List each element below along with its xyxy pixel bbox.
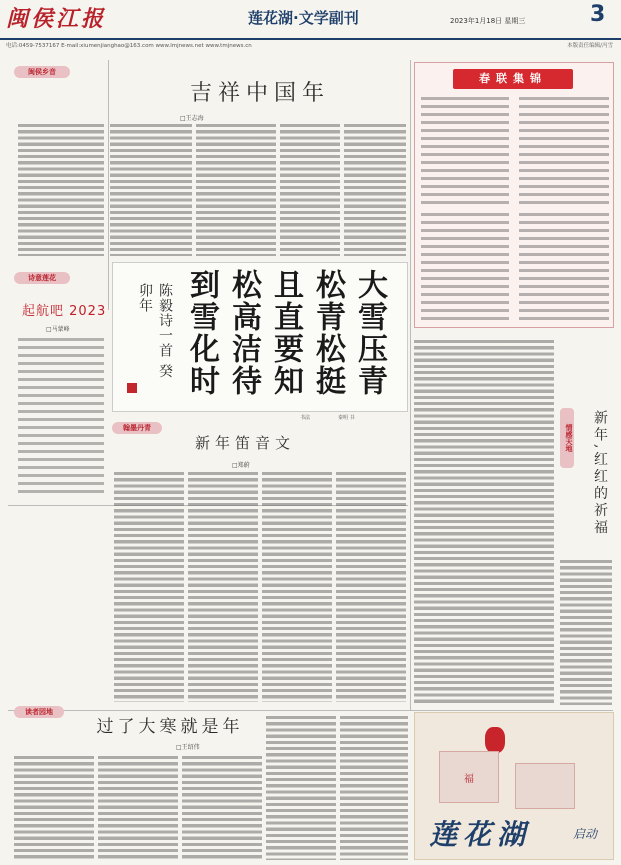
article-body xyxy=(340,716,408,860)
article-body xyxy=(414,340,554,705)
section-tag: 读者园地 xyxy=(14,706,64,718)
article-body xyxy=(98,756,178,860)
section-tag: 翰墨丹青 xyxy=(112,422,162,434)
calligraphy-artwork xyxy=(112,262,408,412)
brand-name: 莲花湖 xyxy=(429,818,532,851)
article-body xyxy=(344,124,406,256)
newspaper-logo: 闽侯江报 xyxy=(6,6,107,32)
couplet-list xyxy=(519,213,609,321)
article-body xyxy=(18,124,104,256)
section-tag: 情感天地 xyxy=(560,408,574,468)
article-body xyxy=(114,472,184,702)
masthead xyxy=(0,0,621,49)
article-title: 新年,红红的祈福 xyxy=(592,410,608,537)
article-title: 过了大寒就是年 xyxy=(96,717,244,737)
couplets-banner: 春联集锦 xyxy=(453,69,573,89)
page-number: 3 xyxy=(590,2,606,27)
column-rule xyxy=(410,60,411,710)
poem-byline: □马蒙峰 xyxy=(46,326,70,333)
calligraphy-line: 且直要知 xyxy=(268,269,303,397)
calligraphy-line: 松高洁待 xyxy=(226,269,261,397)
calligraphy-line: 松青松挺 xyxy=(310,269,345,397)
poem-title: 起航吧 2023 xyxy=(22,304,107,319)
brand-tagline: 启动 xyxy=(573,827,598,841)
article-byline: □王绍伟 xyxy=(176,744,200,751)
calligraphy-line: 大雪压青 xyxy=(352,269,387,397)
fu-card xyxy=(439,751,499,803)
couplet-list xyxy=(421,213,509,321)
fu-card xyxy=(515,763,575,809)
article-byline: □王志海 xyxy=(180,115,204,122)
article-body xyxy=(110,124,192,256)
article-body xyxy=(188,472,258,702)
article-body xyxy=(196,124,276,256)
calligraphy-line: 到雪化时 xyxy=(184,269,219,397)
section-title: 莲花湖·文学副刊 xyxy=(248,9,359,27)
article-body xyxy=(182,756,262,860)
section-rule xyxy=(8,710,613,711)
advertisement xyxy=(414,712,614,860)
article-byline: □郑蔚 xyxy=(232,462,250,469)
section-tag: 闽侯乡音 xyxy=(14,66,70,78)
image-caption: 秦明 书 xyxy=(338,415,355,421)
issue-date: 2023年1月18日 星期三 xyxy=(450,17,526,25)
article-title: 吉祥中国年 xyxy=(189,81,330,106)
section-tag: 诗意莲花 xyxy=(14,272,70,284)
article-body xyxy=(280,124,340,256)
calligraphy-inscription: 陈毅诗一首 癸卯年 xyxy=(137,283,173,379)
article-body xyxy=(262,472,332,702)
article-title: 新年笛音文 xyxy=(194,434,295,452)
lantern-decoration xyxy=(485,727,505,753)
couplet-list xyxy=(421,97,509,207)
contact-bar xyxy=(0,38,621,48)
poem-body xyxy=(18,338,104,498)
editor-credit: 本版责任编辑/冯雪 xyxy=(567,43,613,49)
column-rule xyxy=(108,60,109,310)
seal-stamp xyxy=(127,383,137,393)
fu-character: 福 xyxy=(464,774,474,785)
image-caption: 书法 xyxy=(300,415,311,421)
article-body xyxy=(266,716,336,860)
couplet-list xyxy=(519,97,609,207)
article-body xyxy=(336,472,406,702)
article-body xyxy=(14,756,94,860)
article-body xyxy=(560,560,612,705)
couplets-box xyxy=(414,62,614,328)
contact-info: 电话:0459-7537167 E-mail:xiumenjianghao@163.com www.lmjnews.net www.tmjnews.cn xyxy=(6,43,252,49)
